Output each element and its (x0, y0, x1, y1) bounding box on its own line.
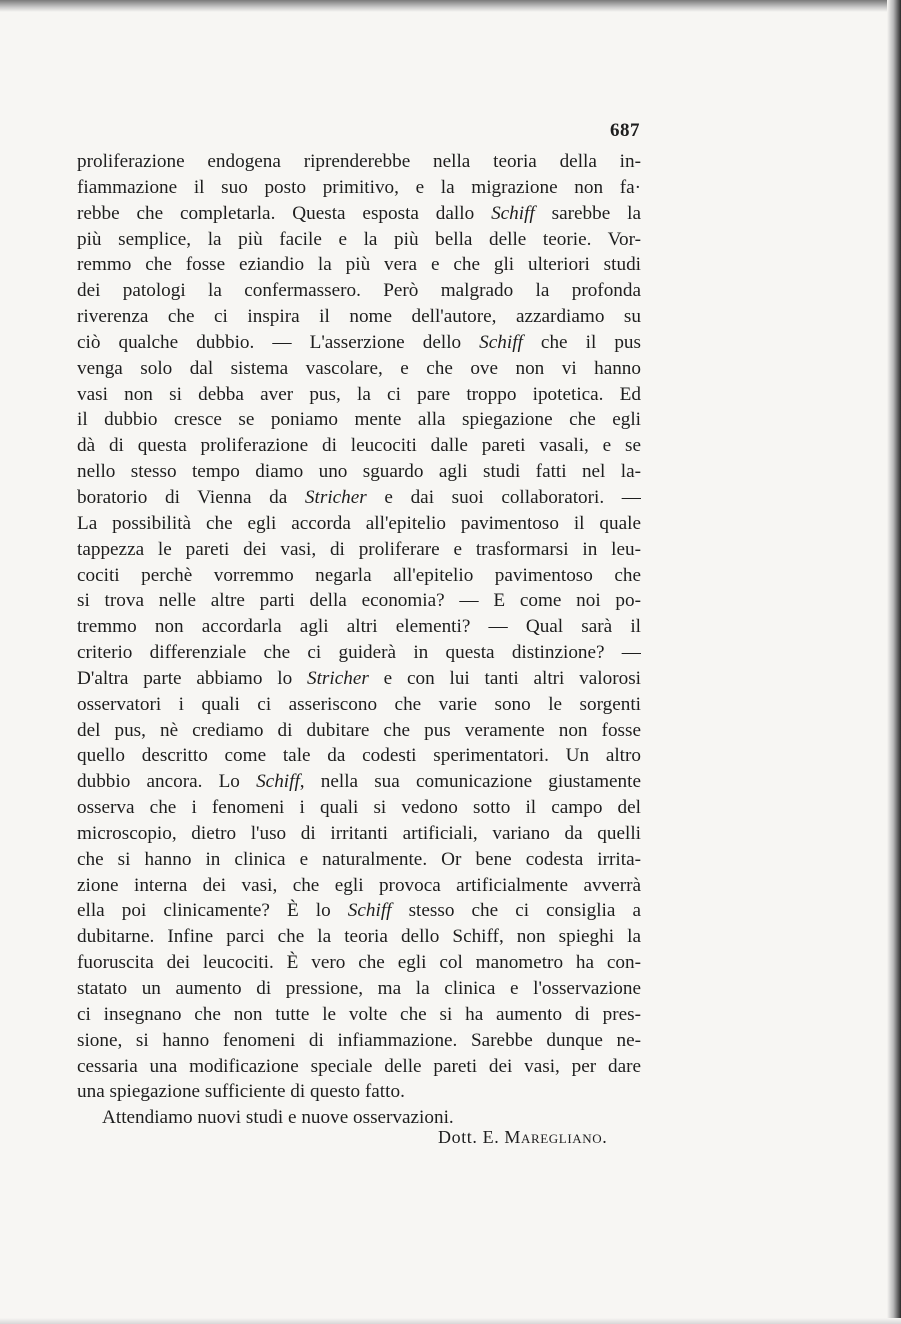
text-line: remmo che fosse eziandio la più vera e che gli ulteriori studi (77, 254, 641, 276)
text-line: del pus, nè crediamo di dubitare che pus veramente non fosse (77, 719, 641, 741)
page-number: 687 (610, 120, 640, 141)
text-line: tremmo non accordarla agli altri elementi? — Qual sarà il (77, 616, 641, 638)
text-line: cociti perchè vorremmo negarla all'epitelio pavimentoso che (77, 564, 641, 586)
text-line: zione interna dei vasi, che egli provoca artificialmente avverrà (77, 874, 641, 896)
text-line: ella poi clinicamente? È lo Schiff stesso che ci consiglia a (77, 900, 641, 922)
text-line: dei patologi la confermassero. Però malgrado la profonda (77, 280, 641, 302)
text-line: venga solo dal sistema vascolare, e che ove non vi hanno (77, 357, 641, 379)
text-line: osservatori i quali ci asseriscono che varie sono le sorgenti (77, 693, 641, 715)
text-line: nello stesso tempo diamo uno sguardo agli studi fatti nel la- (77, 461, 641, 483)
paragraph-1 (77, 149, 641, 1105)
text-line: cessaria una modificazione speciale delle pareti dei vasi, per dare (77, 1055, 641, 1077)
text-line: osserva che i fenomeni i quali si vedono sotto il campo del (77, 797, 641, 819)
text-line: dubitarne. Infine parci che la teoria dello Schiff, non spieghi la (77, 926, 641, 948)
text-line: La possibilità che egli accorda all'epitelio pavimentoso il quale (77, 512, 641, 534)
page-top-edge-shadow (0, 0, 901, 12)
body-text (77, 149, 641, 1131)
text-line: si trova nelle altre parti della economia? — E come noi po- (77, 590, 641, 612)
text-line: riverenza che ci inspira il nome dell'autore, azzardiamo su (77, 306, 641, 328)
text-line: fuoruscita dei leucociti. È vero che egli col manometro ha con- (77, 952, 641, 974)
text-line: ci insegnano che non tutte le volte che si ha aumento di pres- (77, 1003, 641, 1025)
text-line: criterio differenziale che ci guiderà in questa distinzione? — (77, 642, 641, 664)
text-line: proliferazione endogena riprenderebbe nella teoria della in- (77, 151, 641, 172)
signature-prefix: Dott. E. (438, 1127, 505, 1147)
text-line: statato un aumento di pressione, ma la clinica e l'osservazione (77, 978, 641, 999)
page-bottom-edge (0, 1318, 901, 1324)
text-line: il dubbio cresce se poniamo mente alla spiegazione che egli (77, 409, 641, 431)
text-line: D'altra parte abbiamo lo Stricher e con lui tanti altri valorosi (77, 667, 641, 689)
text-line: fiammazione il suo posto primitivo, e la migrazione non fa· (77, 176, 641, 198)
text-line: sione, si hanno fenomeni di infiammazione. Sarebbe dunque ne- (77, 1029, 641, 1051)
author-signature (438, 1127, 607, 1148)
signature-name: Maregliano. (504, 1127, 608, 1147)
text-line: dà di questa proliferazione di leucociti dalle pareti vasali, e se (77, 435, 641, 457)
text-line: dubbio ancora. Lo Schiff, nella sua comunicazione giustamente (77, 771, 641, 793)
text-line: quello descritto come tale da codesti sperimentatori. Un altro (77, 745, 641, 767)
text-line: più semplice, la più facile e la più bella delle teorie. Vor- (77, 228, 641, 250)
text-line: una spiegazione sufficiente di questo fatto. (77, 1081, 405, 1103)
text-line: rebbe che completarla. Questa esposta dallo Schiff sarebbe la (77, 202, 641, 224)
page-right-edge-shadow (887, 0, 901, 1324)
text-line: ciò qualche dubbio. — L'asserzione dello Schiff che il pus (77, 331, 641, 353)
text-line: tappezza le pareti dei vasi, di proliferare e trasformarsi in leu- (77, 538, 641, 560)
text-line: boratorio di Vienna da Stricher e dai suoi collaboratori. — (77, 486, 641, 508)
text-line: microscopio, dietro l'uso di irritanti artificiali, variano da quelli (77, 822, 641, 844)
text-line: vasi non si debba aver pus, la ci pare troppo ipotetica. Ed (77, 383, 641, 405)
text-line: che si hanno in clinica e naturalmente. Or bene codesta irrita- (77, 848, 641, 870)
text-line: Attendiamo nuovi studi e nuove osservazioni. (102, 1107, 454, 1129)
